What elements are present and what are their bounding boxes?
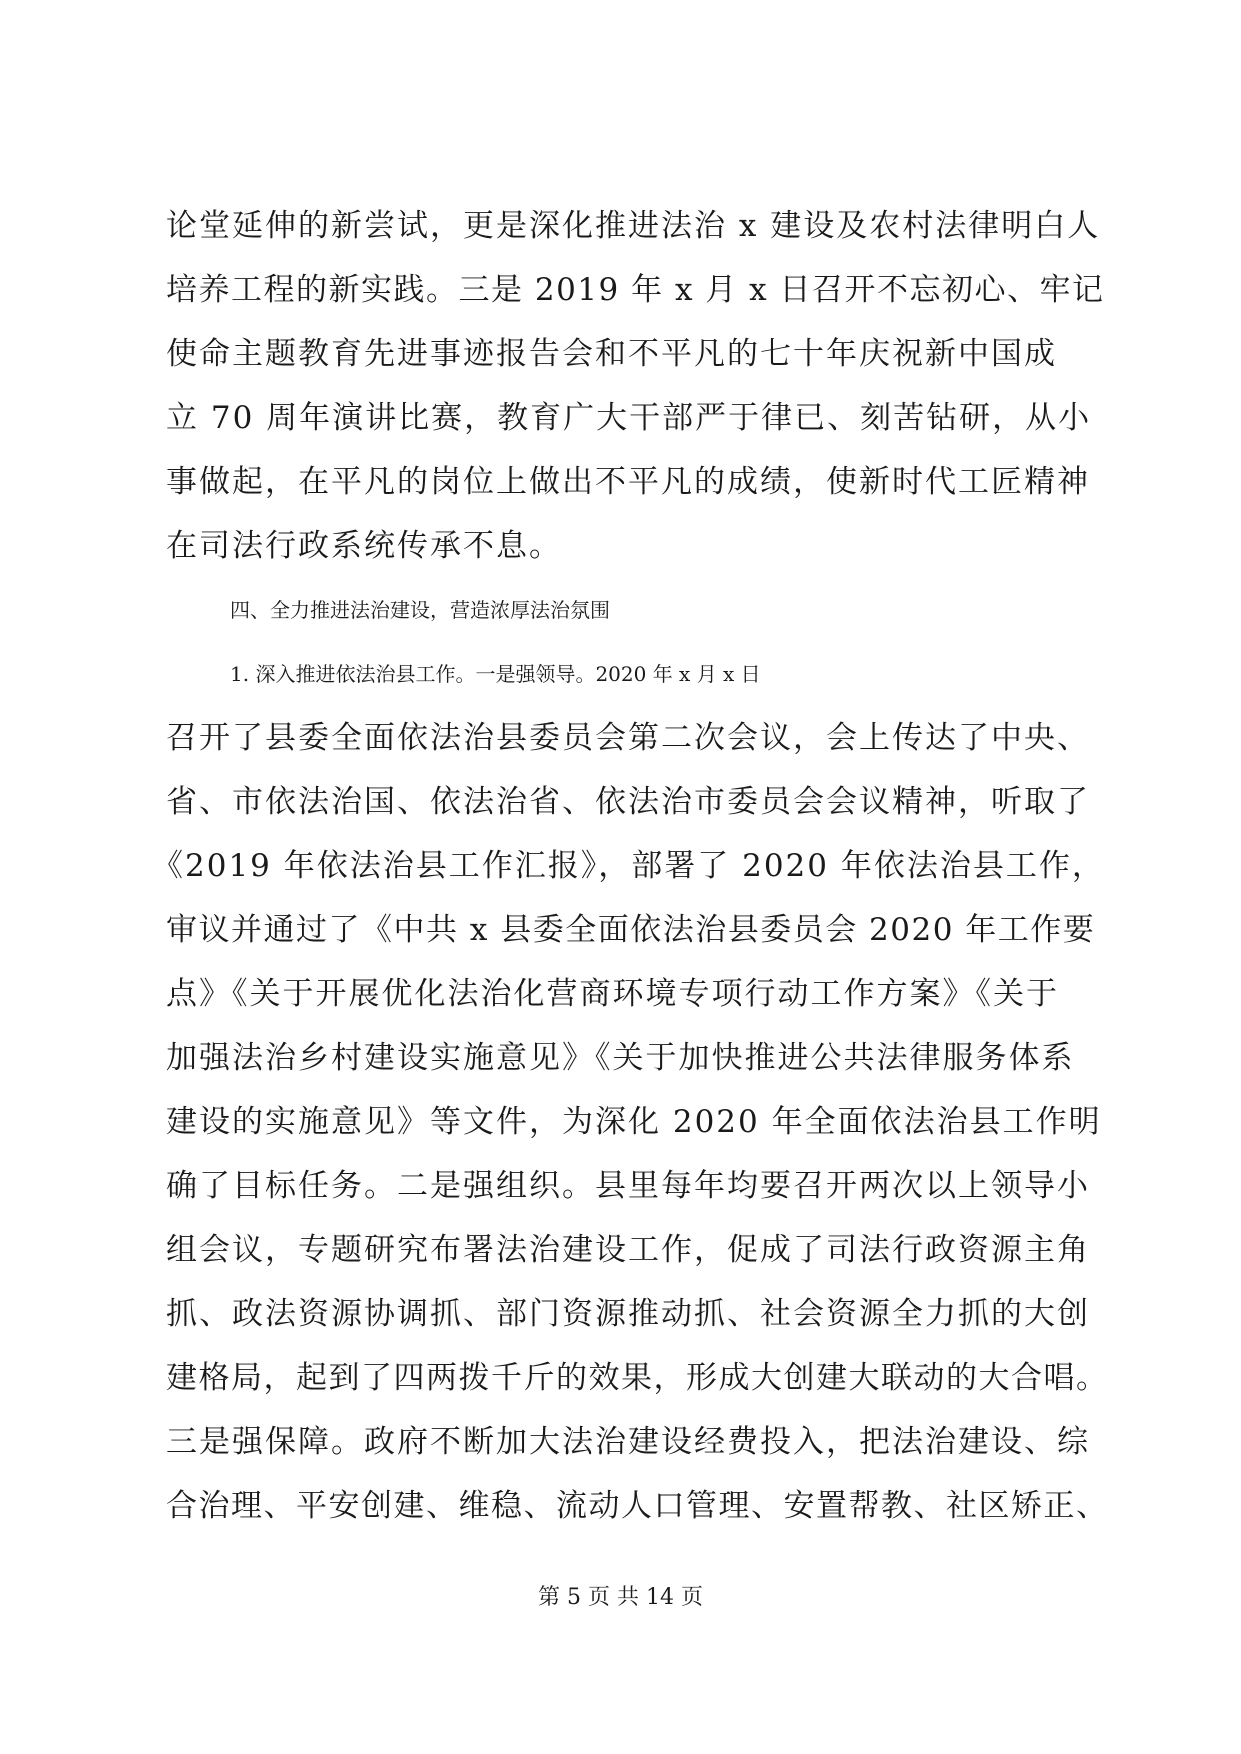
text-line: 培养工程的新实践。三是 2019 年 x 月 x 日召开不忘初心、牢记 [166,272,1105,308]
text-line: 审议并通过了《中共 x 县委全面依法治县委员会 2020 年工作要 [166,912,1096,948]
text-line: 组会议，专题研究布署法治建设工作，促成了司法行政资源主角 [166,1232,1090,1268]
text-line: 确了目标任务。二是强组织。县里每年均要召开两次以上领导小 [166,1168,1090,1204]
text-line: 建设的实施意见》等文件，为深化 2020 年全面依法治县工作明 [166,1104,1102,1140]
text-line: 论堂延伸的新尝试，更是深化推进法治 x 建设及农村法律明白人 [166,208,1101,244]
text-line: 建格局，起到了四两拨千斤的效果，形成大创建大联动的大合唱。 [166,1360,1109,1396]
text-line: 省、市依法治国、依法治省、依法治市委员会会议精神，听取了 [166,784,1090,820]
page-footer: 第 5 页 共 14 页 [538,1585,703,1610]
text-line: 点》《关于开展优化法治化营商环境专项行动工作方案》《关于 [166,976,1059,1012]
text-line: 事做起，在平凡的岗位上做出不平凡的成绩，使新时代工匠精神 [166,464,1090,500]
text-line: 立 70 周年演讲比赛，教育广大干部严于律已、刻苦钻研，从小 [166,400,1092,436]
text-line: 抓、政法资源协调抓、部门资源推动抓、社会资源全力抓的大创 [166,1296,1090,1332]
text-line: 三是强保障。政府不断加大法治建设经费投入，把法治建设、综 [166,1424,1090,1460]
text-line: 使命主题教育先进事迹报告会和不平凡的七十年庆祝新中国成 [166,336,1057,372]
text-line: 合治理、平安创建、维稳、流动人口管理、安置帮教、社区矫正、 [166,1488,1109,1524]
text-line: 加强法治乡村建设实施意见》《关于加快推进公共法律服务体系 [166,1040,1075,1076]
text-line: 《2019 年依法治县工作汇报》，部署了 2020 年依法治县工作， [152,848,1105,884]
text-line: 1. 深入推进依法治县工作。一是强领导。2020 年 x 月 x 日 [230,662,761,686]
text-line: 在司法行政系统传承不息。 [166,528,562,564]
text-line: 召开了县委全面依法治县委员会第二次会议，会上传达了中央、 [166,720,1090,756]
section-heading: 四、全力推进法治建设，营造浓厚法治氛围 [230,598,610,622]
